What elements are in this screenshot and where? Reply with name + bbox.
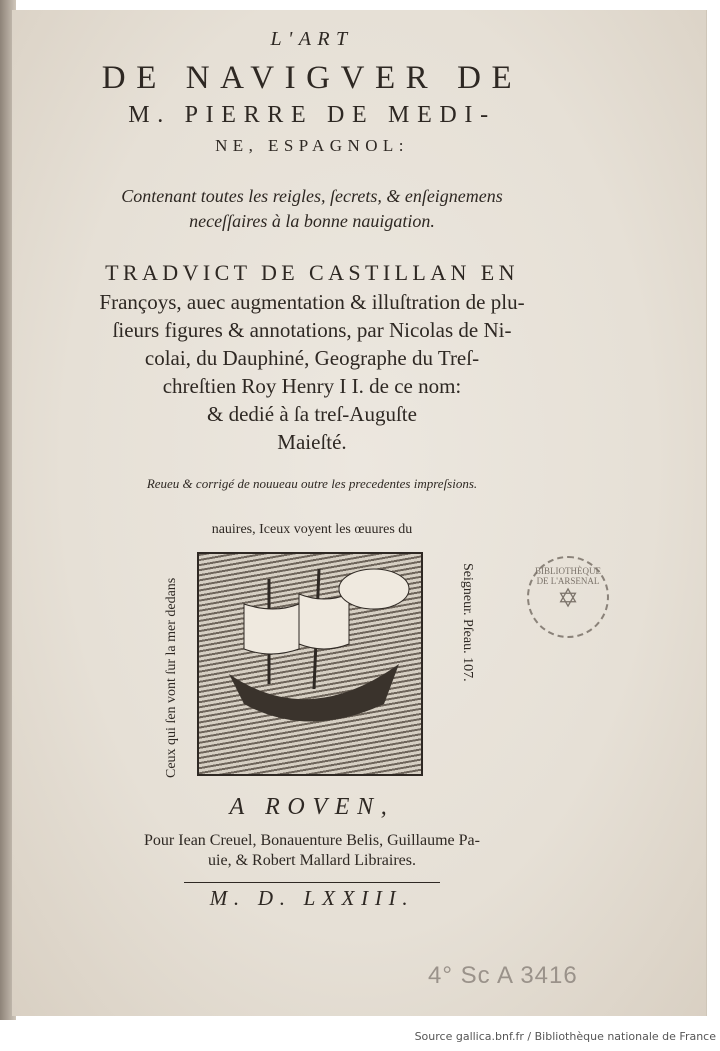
subtitle-line-2: neceſſaires à la bonne nauigation. <box>189 211 435 231</box>
translation-line-6: & dedié à ſa treſ-Auguſte <box>207 402 417 426</box>
translation-line-5: chreſtien Roy Henry I I. de ce nom: <box>162 374 462 398</box>
revised-note: Reueu & corrigé de nouueau outre les precedentes impreſsions. <box>146 476 478 491</box>
translation-line-3: ſieurs figures & annotations, par Nicolas de Ni- <box>112 318 512 342</box>
place-of-printing: A ROVEN, <box>229 794 395 820</box>
epigraph-right: Seigneur. Pſeau. 107. <box>460 563 475 682</box>
publication-date: M. D. LXXIII. <box>209 886 415 910</box>
title-line-3: M. PIERRE DE MEDI- <box>128 102 496 128</box>
shelfmark: 4° Sc A 3416 <box>428 962 578 989</box>
star-icon: ✡ <box>557 584 579 613</box>
epigraph-top: nauires, Iceux voyent les œuures du <box>211 522 413 537</box>
translation-line-4: colai, du Dauphiné, Geographe du Treſ- <box>144 346 480 370</box>
title-line-2: DE NAVIGVER DE <box>101 60 523 96</box>
title-line-1: L'ART <box>270 28 354 50</box>
subtitle-line-1: Contenant toutes les reigles, ſecrets, & enſeignemens <box>121 186 503 206</box>
library-stamp <box>527 556 609 638</box>
epigraph-left: Ceux qui ſen vont ſur la mer dedans <box>164 577 179 778</box>
divider-rule <box>184 882 440 883</box>
translation-line-7: Maieſté. <box>277 430 347 454</box>
printers-line-1: Pour Iean Creuel, Bonauenture Belis, Guillaume Pa- <box>144 832 480 849</box>
source-credit: Source gallica.bnf.fr / Bibliothèque nationale de France <box>414 1030 716 1043</box>
ship-icon <box>199 554 421 774</box>
translation-line-2: Françoys, auec augmentation & illuſtration de plu- <box>99 290 525 314</box>
ship-woodcut-illustration <box>197 552 423 776</box>
title-line-4: NE, ESPAGNOL: <box>215 136 409 155</box>
translation-line-1: TRADVICT DE CASTILLAN EN <box>105 260 519 285</box>
title-page <box>12 10 707 1016</box>
stamp-text: BIBLIOTHÈQUE DE L'ARSENAL <box>535 566 601 586</box>
printers-line-2: uie, & Robert Mallard Libraires. <box>208 852 416 869</box>
